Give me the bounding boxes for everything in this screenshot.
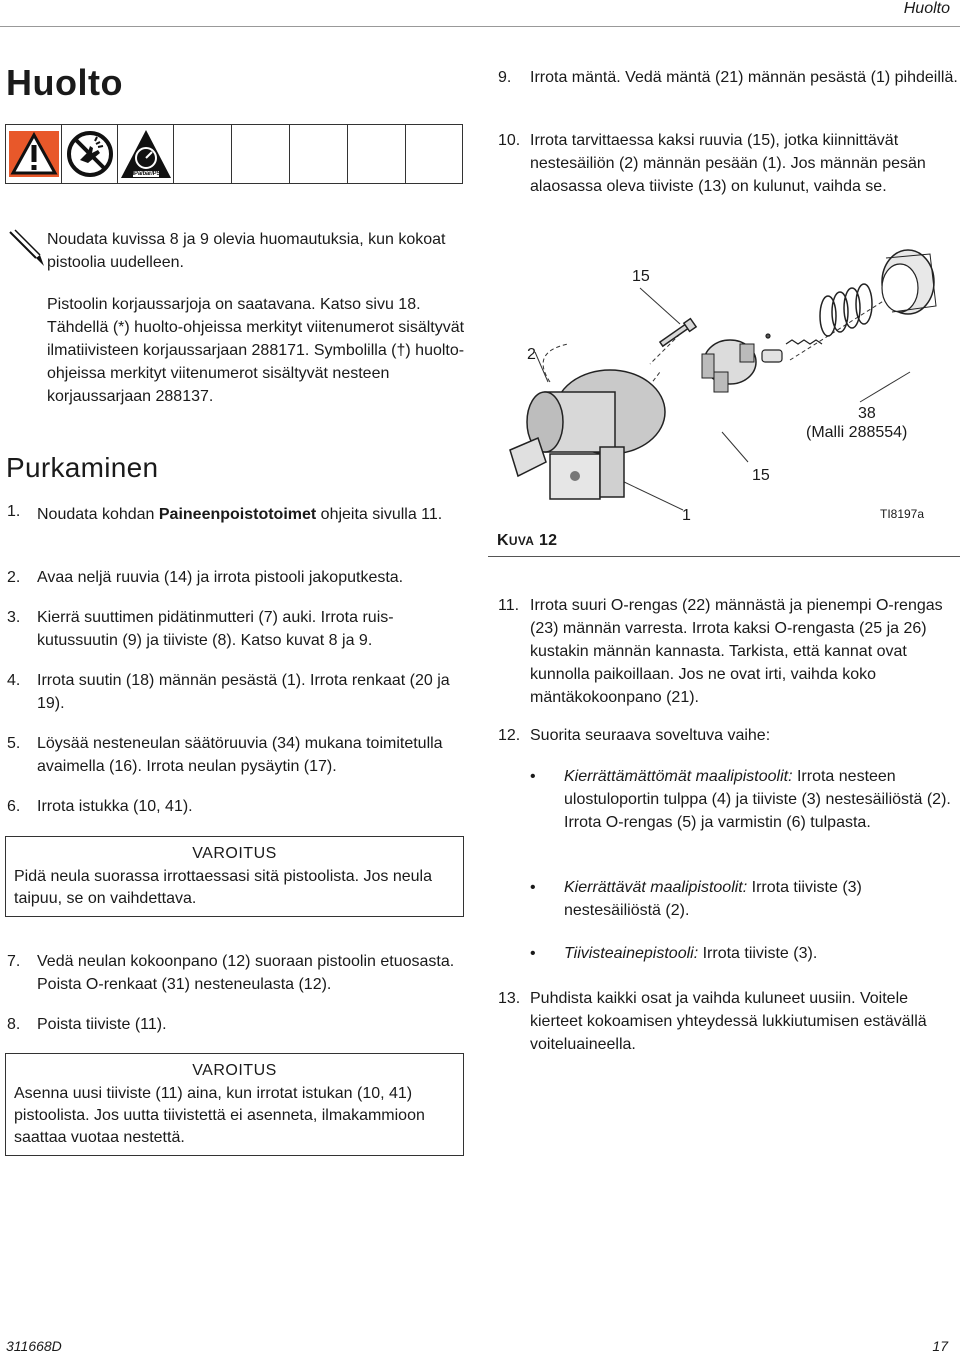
symbol-cell-empty xyxy=(348,125,406,183)
document-number: 311668D xyxy=(6,1338,62,1354)
step-item: 10. Irrota tarvittaessa kaksi ruuvia (15), jotka kiinnittävät nestesäiliön (2) männän pesään (1). Jos männän pesän alaosassa oleva tiiviste (13) on kulunut, vaihda se. xyxy=(498,132,926,195)
fluid-reservoir xyxy=(702,340,756,392)
spring-38 xyxy=(820,284,872,336)
step-item: 8. Poista tiiviste (11). xyxy=(7,1016,167,1033)
leader-line xyxy=(860,372,910,402)
small-part xyxy=(766,334,770,338)
step-item: 7. Vedä neulan kokoonpano (12) suoraan pistoolin etuosasta. Poista O-renkaat (31) nesteneulasta (12). xyxy=(7,953,455,993)
bullet-dot: • xyxy=(530,879,536,896)
piston-housing xyxy=(510,370,665,499)
symbol-cell-empty xyxy=(406,125,462,183)
page-title: Huolto xyxy=(6,62,123,103)
bullet-dot: • xyxy=(530,768,536,785)
step-item: 5. Löysää nesteneulan säätöruuvia (34) mukana toimitetulla avaimella (16). Irrota neulan pysäytin (17). xyxy=(7,735,443,775)
callout-15-top: 15 xyxy=(632,268,650,285)
step-item: 3. Kierrä suuttimen pidätinmutteri (7) auki. Irrota ruis-kutussuutin (9) ja tiiviste (8). Katso kuvat 8 ja 9. xyxy=(7,609,394,649)
warning-title: VAROITUS xyxy=(192,1062,277,1079)
bullet-item: • Tiivisteainepistooli: Irrota tiiviste (3). xyxy=(530,942,955,965)
piston-ring xyxy=(882,250,936,314)
running-head: Huolto xyxy=(903,0,950,17)
note-block xyxy=(6,228,461,274)
no-hand-icon xyxy=(62,125,118,183)
small-part xyxy=(762,350,782,362)
figure-rule xyxy=(488,556,960,557)
assembly-line xyxy=(790,300,885,360)
warning-box xyxy=(5,836,464,917)
warning-title: VAROITUS xyxy=(192,845,277,862)
callout-38: 38 xyxy=(858,405,876,422)
pressure-gauge-icon xyxy=(118,125,174,183)
bullet-item: • Kierrättämättömät maalipistoolit: Irrota nesteen ulostuloportin tulppa (4) ja tiiviste (3) nestesäiliöstä (2). Irrota O-rengas (5) ja varmistin (6) tulpasta. xyxy=(530,765,955,834)
section-title: Purkaminen xyxy=(6,452,159,483)
symbol-cell-empty xyxy=(174,125,232,183)
warning-box xyxy=(5,1053,464,1156)
leader-line xyxy=(535,352,548,382)
step-item: 12. Suorita seuraava soveltuva vaihe: xyxy=(498,727,771,744)
step-item: 1. Noudata kohdan Paineenpoistotoimet ohjeita sivulla 11. xyxy=(7,503,443,523)
warning-text: Pidä neula suorassa irrottaessasi sitä pistoolista. Jos neula taipuu, se on vaihdettava. xyxy=(14,868,432,907)
step-item: 6. Irrota istukka (10, 41). xyxy=(7,798,193,815)
figure-caption: KUVA 12 xyxy=(497,532,558,549)
header-rule xyxy=(0,26,960,27)
leader-line xyxy=(620,480,683,510)
warning-symbols-bar xyxy=(5,124,463,184)
warning-triangle-icon xyxy=(6,125,62,183)
assembly-line xyxy=(543,344,568,382)
step-item: 4. Irrota suutin (18) männän pesästä (1). Irrota renkaat (20 ja 19). xyxy=(7,672,450,712)
bullet-dot: • xyxy=(530,945,536,962)
step-item: 11. Irrota suuri O-rengas (22) männästä ja pienempi O-rengas (23) männän varresta. Irrota kaksi O-rengasta (25 ja 26) kustakin männän kannasta. Tarkista, että kannat ovat kunnolla paikoillaan. Jos ne ovat irti, vaihda koko mäntäkokoonpano (21). xyxy=(498,597,943,706)
step-item: 13. Puhdista kaikki osat ja vaihda kuluneet uusiin. Voitele kierteet kokoamisen yhteydessä lukkiutumisen estävällä voiteluaineella. xyxy=(498,990,927,1053)
page-number: 17 xyxy=(932,1338,948,1354)
step-item: 2. Avaa neljä ruuvia (14) ja irrota pistooli jakoputkesta. xyxy=(7,569,404,586)
callout-2: 2 xyxy=(527,346,536,363)
figure-code: TI8197a xyxy=(880,507,925,521)
note-text: Noudata kuvissa 8 ja 9 olevia huomautuksia, kun kokoat pistoolia uudelleen. xyxy=(47,231,446,271)
callout-38-model: (Malli 288554) xyxy=(806,424,908,441)
repair-kit-info: Pistoolin korjaussarjoja on saatavana. Katso sivu 18. Tähdellä (*) huolto-ohjeissa merkityt viitenumerot sisältyvät ilmatiivisteen korjaussarjaan 288171. Symbolilla (†) huolto-ohjeissa merkityt viitenumerot sisältyvät nesteen korjaussarjaan 288137. xyxy=(47,296,465,405)
symbol-cell-empty xyxy=(290,125,348,183)
leader-line xyxy=(722,432,748,462)
leader-line xyxy=(640,288,680,324)
bullet-item: • Kierrättävät maalipistoolit: Irrota tiiviste (3) nestesäiliöstä (2). xyxy=(530,876,955,922)
callout-15-bottom: 15 xyxy=(752,467,770,484)
warning-text: Asenna uusi tiiviste (11) aina, kun irrotat istukan (10, 41) pistoolista. Jos uutta tiivistettä ei asenneta, ilmakammioon saattaa vuotaa nestettä. xyxy=(14,1085,425,1146)
step-item: 9. Irrota mäntä. Vedä mäntä (21) männän pesästä (1) pihdeillä. xyxy=(498,69,958,86)
pencil-icon xyxy=(6,228,46,268)
symbol-cell-empty xyxy=(232,125,290,183)
callout-1: 1 xyxy=(682,507,691,524)
symbol-badge: MPa/bar/PSI xyxy=(129,171,162,177)
